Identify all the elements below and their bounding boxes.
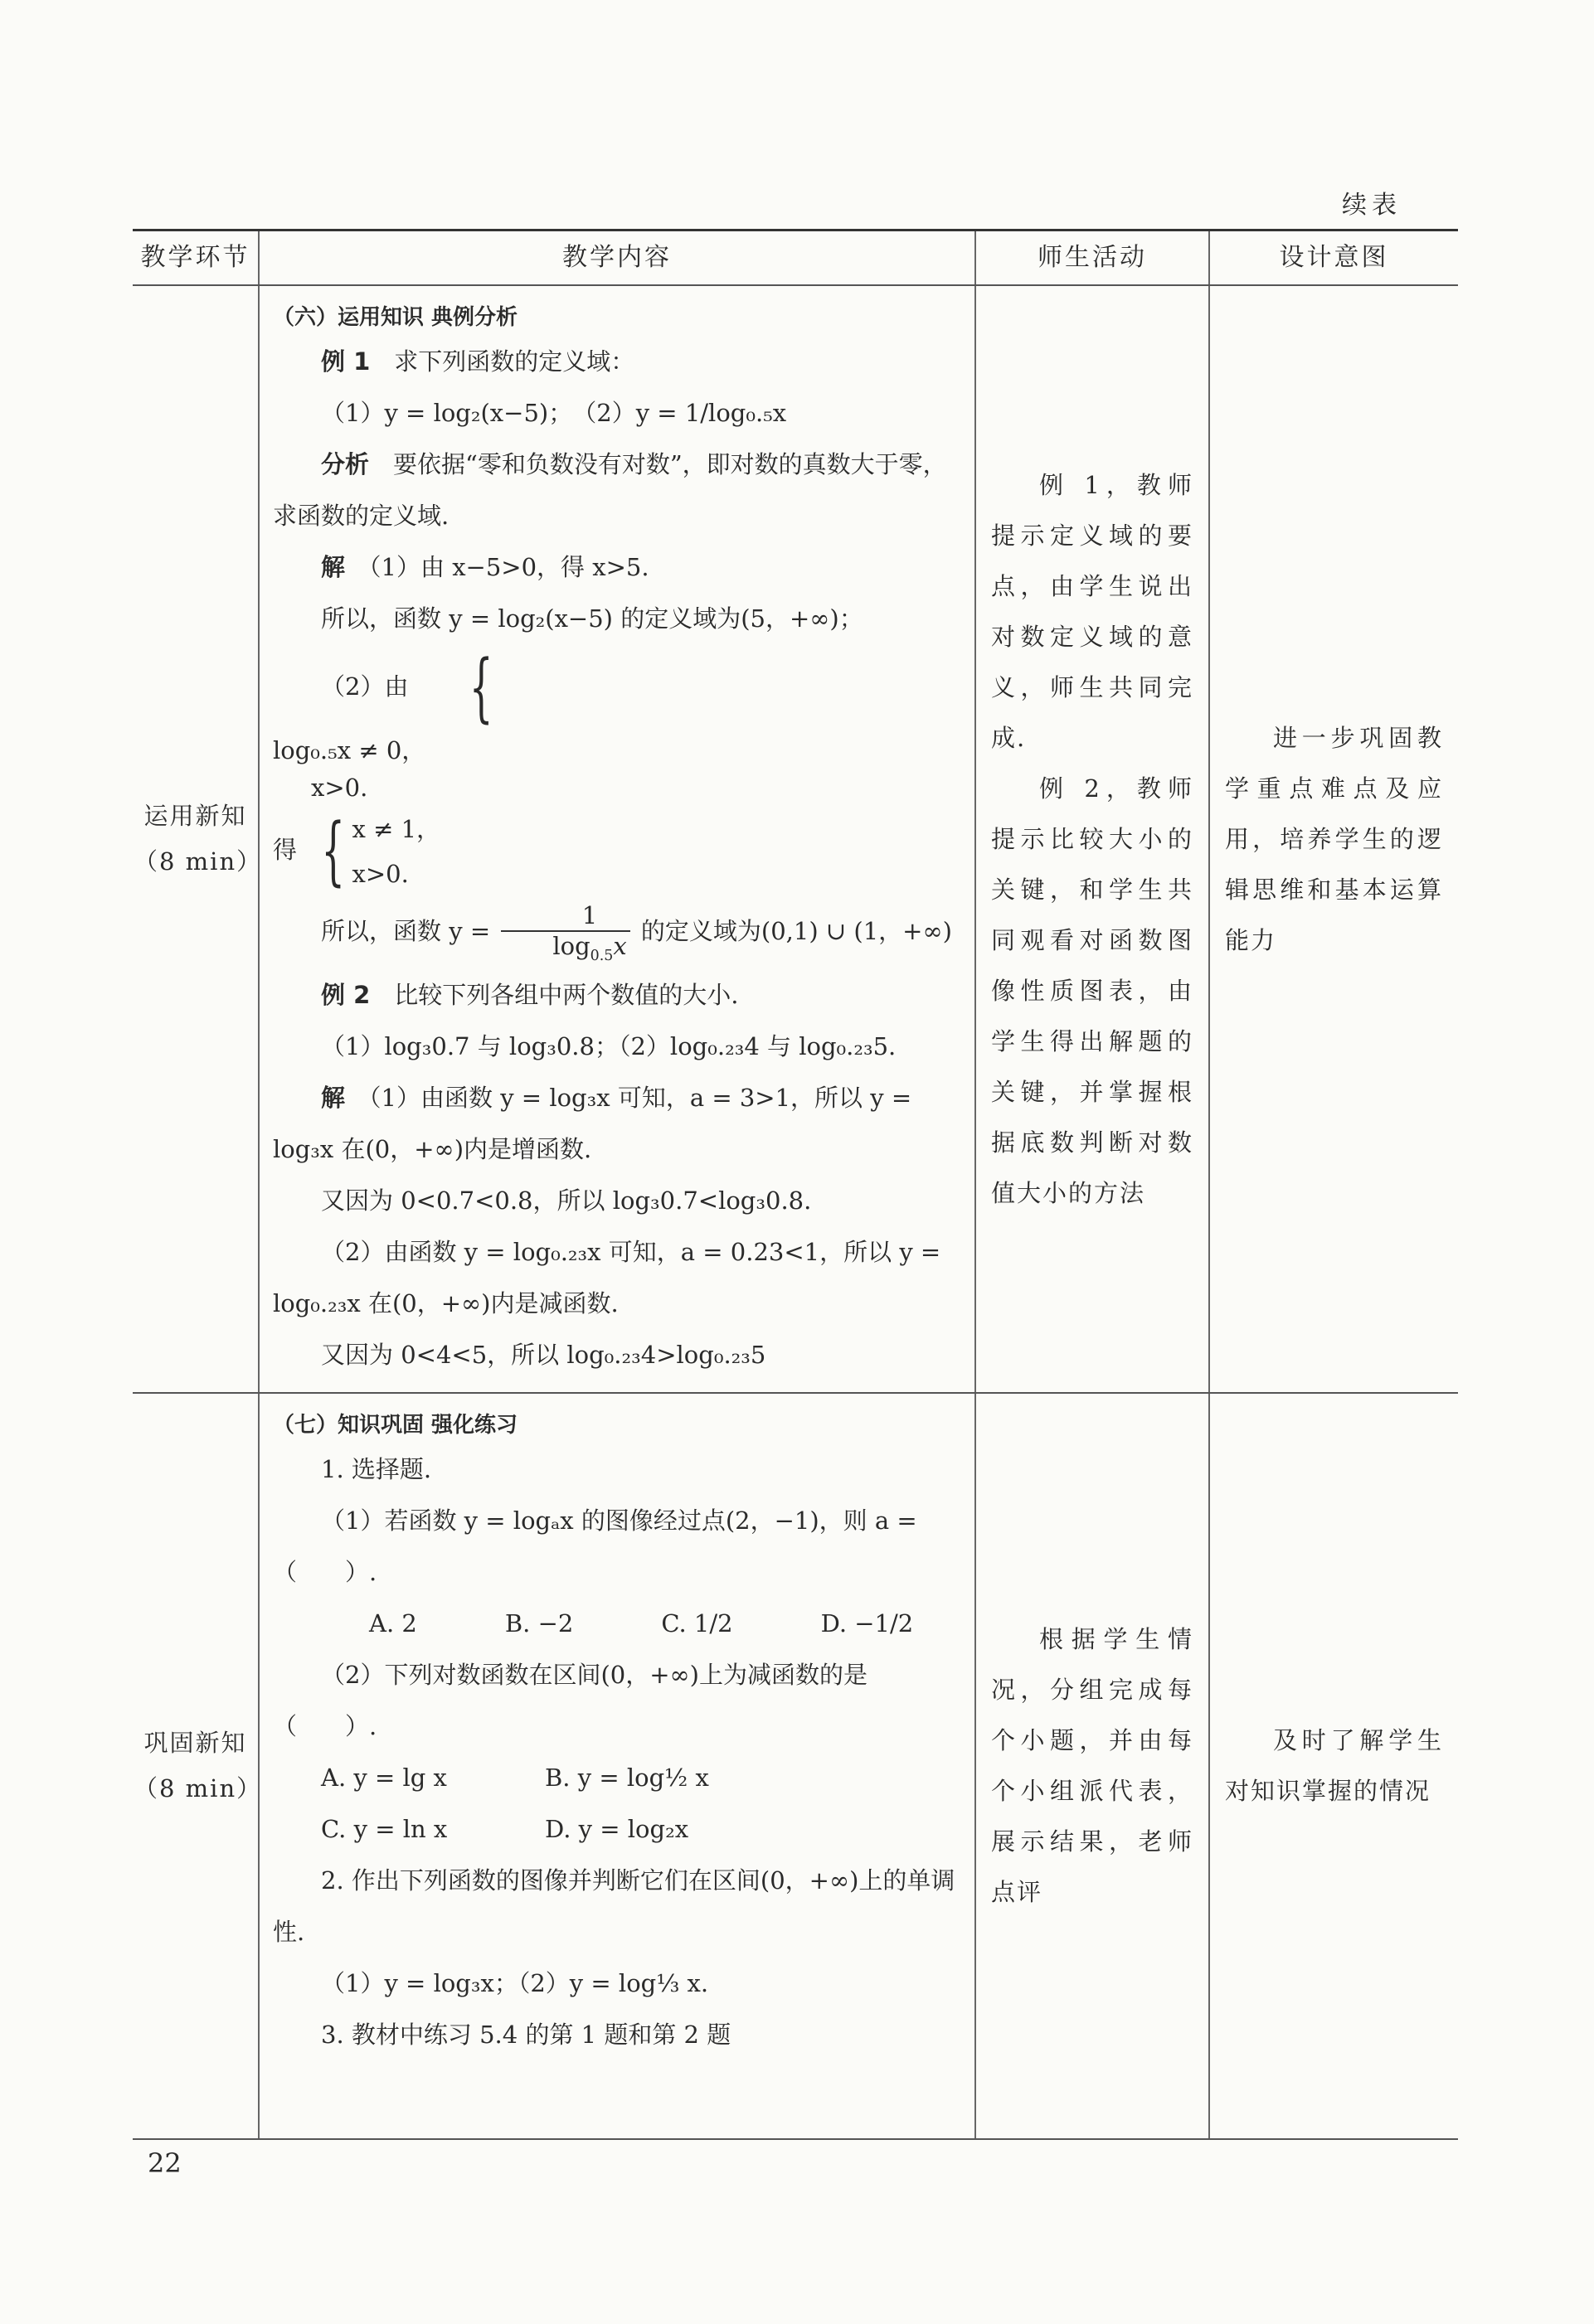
question-1-title: 1. 选择题.	[321, 1455, 432, 1484]
header-intent: 设计意图	[1209, 230, 1458, 286]
page-number: 22	[148, 2147, 182, 2179]
activity-cell	[975, 1393, 1209, 2139]
fraction	[501, 901, 629, 964]
activity-text: 根据学生情况，分组完成每个小题，并由每个小组派代表，展示结果，老师点评	[991, 1625, 1193, 1907]
example-2-solution-2b: 又因为 0<4<5，所以 log₀.₂₃4>log₀.₂₃5	[321, 1341, 766, 1370]
example-1-text: 求下列函数的定义域：	[394, 347, 635, 376]
system-2-line-2: x>0.	[352, 859, 409, 888]
example-1-items	[273, 387, 963, 439]
fraction-numerator: 1	[501, 901, 629, 932]
stage-duration: （8 min）	[134, 1774, 263, 1803]
brace-icon: {	[321, 807, 346, 895]
solution-label: 解	[321, 1084, 346, 1113]
option: C. y = ln x	[321, 1815, 448, 1844]
example-1-item-1: （1）y = log₂(x−5)；	[321, 399, 561, 427]
example-2-solution-2: （2）由函数 y = log₀.₂₃x 可知，a = 0.23<1，所以 y = log₀.₂₃x 在(0，+∞)内是减函数.	[273, 1238, 941, 1318]
question-2-items: （1）y = log₃x；（2）y = log⅓ x.	[321, 1969, 709, 1998]
stage-name: 巩固新知	[143, 1729, 247, 1758]
example-2-text: 比较下列各组中两个数值的大小.	[394, 981, 739, 1010]
continued-note: 续表	[1342, 191, 1402, 220]
content-cell	[259, 1393, 975, 2139]
content-cell	[259, 285, 975, 1393]
example-2-solution-1b: 又因为 0<0.7<0.8，所以 log₃0.7<log₃0.8.	[321, 1186, 812, 1215]
question-2: 2. 作出下列函数的图像并判断它们在区间(0，+∞)上的单调性.	[273, 1866, 955, 1947]
activity-cell	[975, 285, 1209, 1393]
solution-1-text: （1）由 x−5>0，得 x>5.	[369, 553, 649, 581]
option: D. −1/2	[820, 1609, 914, 1638]
question-1-2: （2）下列对数函数在区间(0，+∞)上为减函数的是（ ）.	[273, 1661, 867, 1741]
example-1-label: 例 1	[321, 347, 371, 376]
solution-1b: 所以，函数 y = log₂(x−5) 的定义域为(5，+∞)；	[321, 604, 863, 633]
analysis-text: 要依据“零和负数没有对数”，即对数的真数大于零，求函数的定义域.	[273, 450, 947, 530]
question-1-1-options	[273, 1598, 963, 1649]
analysis	[273, 439, 963, 541]
fraction-denominator: $\log_{0.5}x$	[552, 931, 627, 964]
analysis-label: 分析	[321, 450, 370, 478]
brace-icon: {	[469, 644, 493, 731]
stage-cell	[133, 1393, 263, 2139]
section-title: （六）运用知识 典例分析	[273, 305, 518, 330]
example-2-solution-1	[273, 1072, 963, 1175]
table-row	[133, 1393, 1458, 2139]
question-3: 3. 教材中练习 5.4 的第 1 题和第 2 题	[321, 2021, 731, 2050]
example-2-items: （1）log₃0.7 与 log₃0.8；（2）log₀.₂₃4 与 log₀.₂₃5.	[321, 1032, 897, 1061]
stage-cell	[133, 285, 263, 1393]
option: D. y = log₂x	[545, 1815, 689, 1844]
option: A. y = lg x	[321, 1764, 447, 1793]
solution-2b	[273, 901, 963, 964]
example-1-item-2: （2）y = 1/log₀.₅x	[584, 399, 787, 427]
intent-text: 进一步巩固教学重点难点及应用，培养学生的逻辑思维和基本运算能力	[1225, 723, 1443, 954]
system-1-line-2: x>0.	[311, 773, 368, 802]
equation-system-1	[421, 644, 512, 731]
system-2-line-1: x ≠ 1，	[352, 814, 441, 843]
option: A. 2	[369, 1609, 417, 1638]
system-1-line-1: log₀.₅x ≠ 0，	[273, 736, 426, 764]
header-content: 教学内容	[259, 230, 975, 286]
equation-system-2	[309, 807, 440, 896]
option: C. 1/2	[661, 1609, 733, 1638]
solution-label: 解	[321, 553, 346, 581]
question-1-2-options	[273, 1752, 963, 1855]
example-2-label: 例 2	[321, 981, 371, 1010]
header-activity: 师生活动	[975, 230, 1209, 286]
solution-1	[273, 541, 963, 593]
solution-2	[273, 644, 963, 731]
header-stage: 教学环节	[133, 230, 259, 286]
intent-text: 及时了解学生对知识掌握的情况	[1225, 1726, 1443, 1806]
option: B. −2	[504, 1609, 574, 1638]
stage-name: 运用新知	[143, 802, 247, 831]
stage-duration: （8 min）	[134, 847, 263, 876]
solution-2b-prefix: 所以，函数 y =	[321, 917, 491, 946]
example-2	[273, 969, 963, 1021]
example-1	[273, 336, 963, 387]
option: B. y = log½ x	[545, 1764, 709, 1793]
section-title: （七）知识巩固 强化练习	[273, 1413, 518, 1439]
lesson-table	[133, 229, 1458, 2140]
example-2-solution-1-text: （1）由函数 y = log₃x 可知，a = 3>1，所以 y = log₃x 在(0，+∞)内是增函数.	[273, 1084, 912, 1164]
activity-text-1: 例 1，教师提示定义域的要点，由学生说出对数定义域的意义，师生共同完成.	[991, 470, 1193, 752]
solution-2-mid: 得	[273, 835, 298, 864]
solution-2-prefix: （2）由	[321, 672, 409, 701]
solution-2b-suffix: 的定义域为(0,1) ∪ (1，+∞)	[640, 917, 952, 946]
activity-text-2: 例 2，教师提示比较大小的关键，和学生共同观看对函数图像性质图表，由学生得出解题的关键，并掌握根据底数判断对数值大小的方法	[991, 774, 1193, 1207]
table-row	[133, 285, 1458, 1393]
question-1-1: （1）若函数 y = logₐx 的图像经过点(2，−1)，则 a =（ ）.	[273, 1506, 917, 1587]
table-header-row	[133, 230, 1458, 286]
intent-cell	[1209, 1393, 1458, 2139]
intent-cell	[1209, 285, 1458, 1393]
